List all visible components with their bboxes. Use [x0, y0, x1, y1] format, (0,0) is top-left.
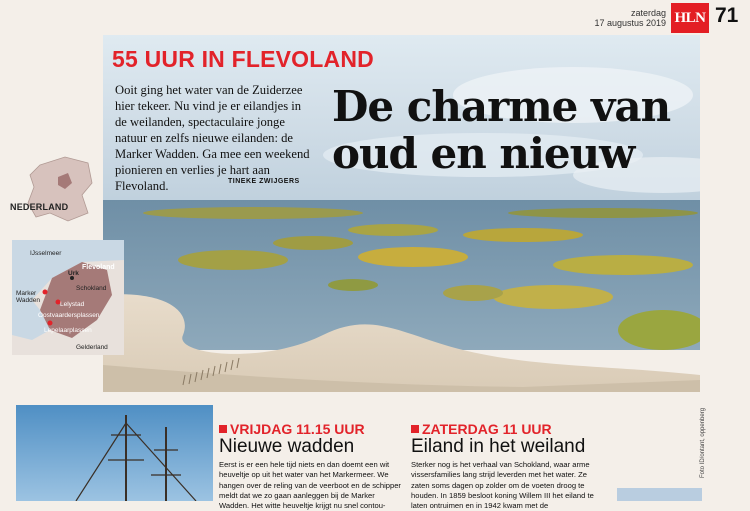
- story-saturday: [411, 421, 600, 511]
- date-day: zaterdag: [630, 8, 666, 18]
- date-full: 17 augustus 2019: [594, 18, 666, 28]
- page-number: 71: [715, 4, 739, 27]
- story-saturday-time: [411, 421, 600, 437]
- story-saturday-time-text: ZATERDAG 11 UUR: [422, 421, 552, 437]
- map-label-gelderland: Gelderland: [76, 344, 108, 351]
- map-label-lelystad: Lelystad: [60, 301, 85, 308]
- map-label-ijsselmeer: IJsselmeer: [30, 250, 62, 257]
- story-friday-time: [219, 421, 406, 437]
- photo-credit-text: Foto ID/ontant, oppenberg: [700, 407, 706, 478]
- flevoland-region-map: [12, 240, 124, 355]
- thumbnail-photo: [617, 488, 702, 501]
- story-friday-title: Nieuwe wadden: [219, 436, 355, 457]
- story-saturday-body: Sterker nog is het verhaal van Schokland, waar arme vissersfamilies lang strijd leverden met het water. Ze zaten soms dagen op zolder om de voeten droog te houden. In 1859 besloot koning Willem III het eiland te laten ontruimen en in 1942 kwam met de: [411, 460, 594, 511]
- map-label-oostvaardersplassen: Oostvaardersplassen: [38, 312, 100, 319]
- intro-text: Ooit ging het water van de Zuiderzee hier tekeer. Nu vind je er eilandjes in de weilanden, spectaculaire jonge natuur en zelfs nieuwe eilanden: de Marker Wadden. Ga mee een weekend pionieren en verlies je hart aan Flevoland.: [115, 83, 310, 193]
- story-friday-time-text: VRIJDAG 11.15 UUR: [230, 421, 365, 437]
- headline-line-1: De charme van: [332, 82, 671, 131]
- netherlands-locator-map: [10, 155, 105, 225]
- hln-logo: HLN: [671, 3, 709, 33]
- headline-line-2: oud en nieuw: [332, 129, 635, 178]
- map-label-marker-wadden: Marker Wadden: [16, 290, 40, 304]
- map-label-schokland: Schokland: [76, 285, 107, 292]
- story-friday: [219, 421, 406, 511]
- story-friday-body: Eerst is er een hele tijd niets en dan doemt een wit heuveltje op uit het water van het Markermeer. We hangen over de reling van de veerboot en de schipper meldt dat we zo gaan aanleggen bij de Marker Wadden. Het witte heuveltje krijgt nu snel contou-: [219, 460, 401, 511]
- section-kicker: 55 UUR IN FLEVOLAND: [112, 46, 374, 72]
- map-label-urk: Urk: [68, 270, 79, 277]
- sailing-ship-photo: [16, 405, 213, 501]
- map-label-lepelaarplassen: Lepelaarplassen: [44, 327, 92, 334]
- issue-date: [590, 8, 666, 28]
- headline: [332, 83, 697, 177]
- story-saturday-title: Eiland in het weiland: [411, 436, 586, 457]
- map-label-nederland: NEDERLAND: [10, 202, 69, 212]
- photo-credit: [700, 408, 714, 478]
- map-label-flevoland: Flevoland: [82, 264, 115, 271]
- author-byline: TINEKE ZWIJGERS: [228, 178, 300, 185]
